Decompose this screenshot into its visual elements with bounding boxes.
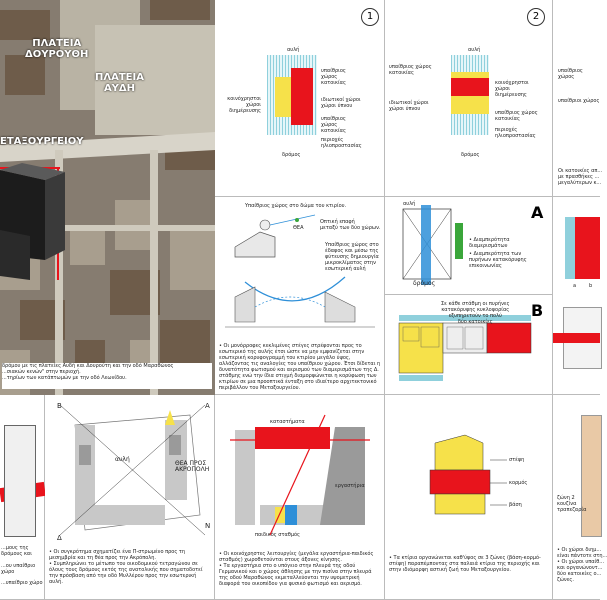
note: Σε κάθε στάθμη οι πυρήνες κατακόρυφης κυκλοφορίας εξυπηρετούν το πολύ δύο κατοικίες [441,301,510,325]
scheme-number: 2 [527,8,545,26]
dir-a: A [205,402,210,410]
map-caption: δρόμου με τις πλατείες Αυδή και Δουρούτη και την οδό Μαραθώνος ...σιακών κενών" στην περιοχή. ...τηρίων των κατάπτωμών με την οδό Λεωνίδου. [2,363,212,389]
massing-panel [385,395,553,600]
scheme-3-panel [553,0,603,197]
kindergarten-label: παιδικός σταθμός [255,532,300,538]
right-label-1: υπαίθριος χώρος κατοικίας [321,68,346,86]
shops-label: καταστήματα [270,419,305,425]
street-label: δρόμος [461,152,480,158]
scheme-1-panel [215,0,385,197]
caption-2: ...ου υπαίθριο χώρο [1,563,36,575]
zones-block [581,415,602,537]
square-label-dourouti: ΠΛΑΤΕΙΑ ΔΟΥΡΟΥΘΗ [25,38,89,60]
section-panel [215,197,385,395]
access-panel [0,395,45,600]
street-label: ΕΤΑΞΟΥΡΓΕΙΟΥ [0,136,84,147]
zones-caption: • Οι χώροι διημ... είναι πάντοτε στη... • Οι χώροι υπαίθ... και οργανώνοντ... δύο κατοικίες ο... ζώνες. [557,547,607,583]
orientation-panel [45,395,215,600]
section-caption: • Οι μονόρροφες κεκλιμένες στέγες στρέφονται προς το εσωτερικό της αυλής έτσι ώστε να μην εμφανίζεται στην εσωτερική κορυφογραμμή του κτιρίου μεγάλο ύψος, αλλάζοντας τις αναλογίες του υπαίθριου χώρου. Έτσι δίδεται η δυνατότητα φωτισμού και αερισμού των διαμερισμάτων της Δ. στάθμης ενώ την ίδια στιγμή διαμορφώνεται η κορύφωση των κτιρίων σε μια προοπτικά ένταξη στο ιδιαίτερο αρχιτεκτονικό περιβάλλον του Μεταξουργείου. [219,343,381,391]
scheme-c-blue [565,217,575,279]
left-label-1: υπαίθριος χώρος κατοικίας [389,64,432,76]
section-note-3: Υπαίθριος χώρος στο έδαφος και μέσω της φύτευσης δημιουργία μικροκλίματος στην εσωτερική αυλή [325,242,379,272]
section-note-1: Υπαίθριος χώρος στο δώμα του κτιρίου. [245,203,347,209]
section-note-2: Οπτική επαφή μεταξύ των δύο χώρων. [320,219,381,231]
view-label: ΘΕΑ ΠΡΟΣ ΑΚΡΟΠΟΛΗ [175,460,210,473]
right-label-2: υπαίθριος χώρος κατοικίας [495,110,538,122]
scheme-letter: B [531,301,544,320]
yard-label: αυλή [403,201,416,207]
scheme-1-red [291,68,313,125]
scheme-2-red [451,78,489,96]
massing-caption: • Τα κτίρια οργανώνεται καθ'ύψος σε 3 ζώνες (βάση-κορμό-στέψη) παραπέμποντας στα παλαιά κτίρια της περιοχής και στην ιδιόμορφη αστική ζωή του Μεταξουργείου. [389,555,541,573]
orientation-caption: • Οι συγκρότημα σχηματίζει ένα Π-στρωμένο προς τη μεσημβρία και τη θέα προς την Ακρόπολη. • Συμπληρώνει το μέτωπο του οικοδομικού τετραγώνου σε όλους τους δρόμους εκτός της ανατολικής που σηματοδοτεί την πρόσβαση από την οδό Μυλλέρου προς την εσωτερική αυλή. [49,549,203,585]
workshops-label: εργαστήρια [335,483,365,489]
yard-label: αυλή [468,47,481,53]
right-label-1: κοινόχρηστοι χώροι διημέρευσης [495,80,529,98]
scheme-number: 1 [361,8,379,26]
dir-n: N [205,522,211,530]
zone-label: ζώνη 2 κουζίνα τραπεζαρία [557,495,587,513]
scheme-letter: A [531,203,544,222]
left-label-2: ιδιωτικοί χώροι χώροι ύπνου [389,100,429,112]
body-label: κορμός [509,480,528,486]
view-label: ΘΕΑ [293,225,304,231]
yard-label: αυλή [115,456,130,463]
program-caption: • Οι κοινόχρηστες λειτουργίες (μεγάλα εργαστήρια-παιδικός σταθμός) χωροθετούνται στους άξονες κίνησης. • Τα εργαστήρια στο ο υπόγειο στην πλευρά της οδού Γερμανικού και ο χώρος άθλησης με την πισίνα στην πλευρά της οδού Μαραθώνος εκμεταλλεύονται την υψομετρική διαφορά του οικοπέδου για φυσικό φωτισμό και αερισμό. [219,551,374,587]
program-diagram [215,395,385,545]
scheme-3-label-1: υπαίθριος χώρος [558,68,583,80]
crown-label: στέψη [509,457,525,463]
right-label-3: υπαίθριος χώρος κατοικίας [321,116,346,134]
street-label: δρόμος [282,152,301,158]
zones-panel [553,395,607,600]
base-label: βάση [509,502,522,508]
scheme-1-yellow [275,77,291,117]
square-label-avdi: ΠΛΑΤΕΙΑ ΑΥΔΗ [95,72,144,94]
street-label: δρόμος [413,280,436,287]
scheme-3-label-2: υπαίθριοι χώρος [558,98,600,104]
scheme-a-panel [385,197,553,295]
program-panel [215,395,385,600]
dir-d: Δ [57,534,62,542]
right-label-2: ιδιωτικοί χώροι χώροι ύπνου [321,97,361,109]
access-block [4,425,36,537]
left-label: κοινόχρηστοι χώροι διημέρευσης [227,96,261,114]
caption-3: ...υπαίθριο χώρο [1,580,43,586]
scheme-b-panel [385,295,553,395]
dim-b: b [589,283,593,289]
scheme-3-caption: Οι κατοικίες απ... με πρασθήκες ... μεγαλύτερων κ... [558,168,603,186]
massing-diagram [385,395,553,545]
scheme-c-panel [553,197,600,395]
note-2: • Διαμπερότητα των πυρήνων κατακόρυφης επικοινωνίας [469,251,527,269]
caption-1: ...μους της δρόμους και [1,545,32,557]
note-1: • Διαμπερότητα διαμερισμάτων [469,237,510,249]
scheme-c-red [575,217,600,279]
scheme-c-arrow [553,333,600,343]
right-label-3: περιοχές ηλιοπροστασίας [495,127,536,139]
yard-label: αυλή [287,47,300,53]
aerial-map-panel [0,0,215,395]
dir-b: B [57,402,62,410]
scheme-2-panel [385,0,553,197]
dim-a: a [573,283,577,289]
right-label-4: περιοχές ηλιοπροστασίας [321,137,362,149]
